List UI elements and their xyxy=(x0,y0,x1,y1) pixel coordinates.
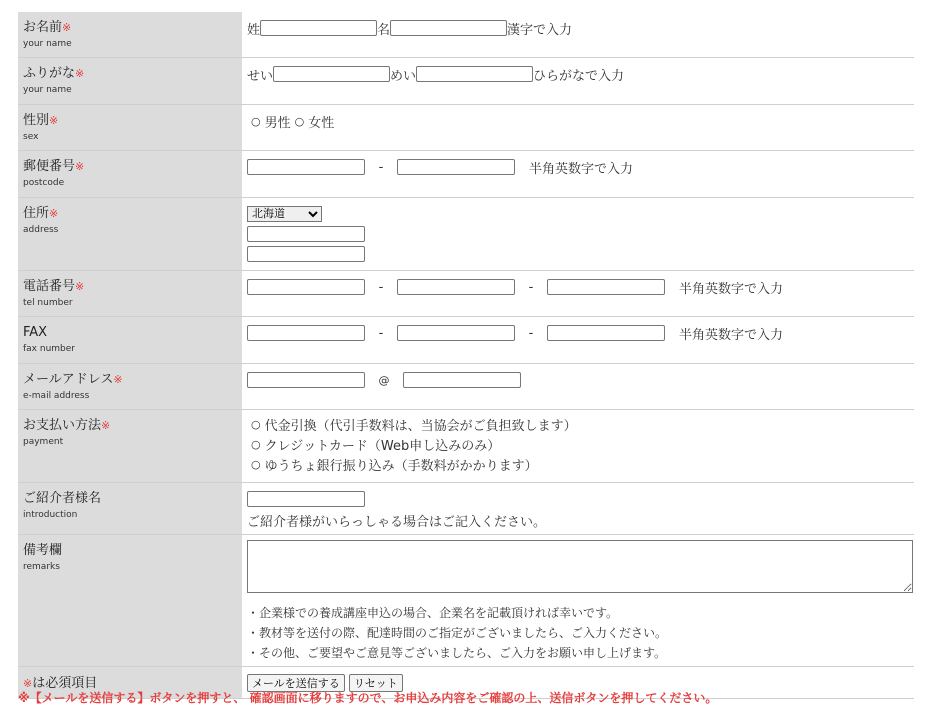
inquiry-form xyxy=(18,12,914,699)
label-email-en: e-mail address xyxy=(23,391,90,401)
row-kana xyxy=(18,58,914,105)
at-sign: @ xyxy=(378,373,390,387)
tel-note: 半角英数字で入力 xyxy=(679,281,784,297)
kana-note: ひらがなで入力 xyxy=(533,68,625,84)
address-input-2[interactable] xyxy=(247,246,365,262)
remarks-note-3: ・その他、ご要望やご意見等ございましたら、ご入力をお願い申し上げます。 xyxy=(247,646,667,660)
row-remarks xyxy=(18,535,914,667)
label-remarks-en: remarks xyxy=(23,562,60,572)
sei-kana-label: せい xyxy=(247,68,274,84)
required-mark: ※ xyxy=(75,67,85,80)
postcode-note: 半角英数字で入力 xyxy=(529,161,634,177)
radio-bank-transfer[interactable]: ○ xyxy=(251,457,261,471)
postcode-separator: - xyxy=(378,159,384,175)
remarks-textarea[interactable] xyxy=(247,540,913,593)
tel-input-2[interactable] xyxy=(397,279,515,295)
email-domain-input[interactable] xyxy=(403,372,521,388)
required-mark: ※ xyxy=(75,160,85,173)
label-tel: 電話番号 xyxy=(23,279,76,294)
label-email: メールアドレス xyxy=(23,372,114,387)
first-name-input[interactable] xyxy=(390,20,507,36)
label-postcode: 郵便番号 xyxy=(23,159,76,174)
sex-female-label: 女性 xyxy=(308,115,335,131)
required-mark: ※ xyxy=(62,21,72,34)
label-name-en: your name xyxy=(23,39,72,49)
postcode-input-2[interactable] xyxy=(397,159,515,175)
tel-separator: - xyxy=(528,279,534,295)
required-mark: ※ xyxy=(49,207,59,220)
label-kana-en: your name xyxy=(23,85,72,95)
tel-separator: - xyxy=(378,279,384,295)
tel-input-1[interactable] xyxy=(247,279,365,295)
prefecture-select[interactable] xyxy=(247,206,322,222)
last-name-input[interactable] xyxy=(260,20,377,36)
row-name xyxy=(18,12,914,58)
email-local-input[interactable] xyxy=(247,372,365,388)
label-intro-en: introduction xyxy=(23,510,78,520)
payment-option-credit: クレジットカード（Web申し込みのみ） xyxy=(264,438,501,454)
intro-note: ご紹介者様がいらっしゃる場合はご記入ください。 xyxy=(247,515,547,530)
address-input-1[interactable] xyxy=(247,226,365,242)
row-sex xyxy=(18,105,914,151)
radio-credit-card[interactable]: ○ xyxy=(251,437,261,451)
introducer-input[interactable] xyxy=(247,491,365,507)
radio-cod[interactable]: ○ xyxy=(251,417,261,431)
label-sex-en: sex xyxy=(23,132,39,142)
tel-input-3[interactable] xyxy=(547,279,665,295)
sei-label: 姓 xyxy=(247,22,261,38)
payment-option-bank: ゆうちょ銀行振り込み（手数料がかかります） xyxy=(264,458,538,474)
label-sex: 性別 xyxy=(23,113,50,128)
last-name-kana-input[interactable] xyxy=(273,66,390,82)
required-mark: ※ xyxy=(49,114,59,127)
label-cell xyxy=(18,12,242,57)
sex-male-label: 男性 xyxy=(264,115,291,131)
row-fax xyxy=(18,317,914,364)
required-mark: ※ xyxy=(113,373,123,386)
remarks-note-2: ・教材等を送付の際、配達時間のご指定がございましたら、ご入力ください。 xyxy=(247,626,668,640)
send-mail-button[interactable]: メールを送信する xyxy=(247,674,345,692)
fax-separator: - xyxy=(528,325,534,341)
label-payment: お支払い方法 xyxy=(23,418,102,433)
required-mark: ※ xyxy=(75,280,85,293)
row-tel xyxy=(18,271,914,317)
label-fax-en: fax number xyxy=(23,344,75,354)
radio-male[interactable]: ○ xyxy=(251,114,261,128)
label-payment-en: payment xyxy=(23,437,64,447)
payment-option-cod: 代金引換（代引手数料は、当協会がご負担致します） xyxy=(264,418,577,434)
required-note: は必須項目 xyxy=(32,676,98,691)
label-address: 住所 xyxy=(23,206,50,221)
row-introduction xyxy=(18,483,914,535)
row-address xyxy=(18,198,914,271)
label-kana: ふりがな xyxy=(23,66,76,81)
reset-button[interactable]: リセット xyxy=(349,674,403,692)
postcode-input-1[interactable] xyxy=(247,159,365,175)
label-postcode-en: postcode xyxy=(23,178,65,188)
fax-input-2[interactable] xyxy=(397,325,515,341)
fax-separator: - xyxy=(378,325,384,341)
label-address-en: address xyxy=(23,225,59,235)
row-email xyxy=(18,364,914,410)
fax-input-1[interactable] xyxy=(247,325,365,341)
label-fax: FAX xyxy=(23,325,48,340)
radio-female[interactable]: ○ xyxy=(294,114,305,128)
mei-kana-label: めい xyxy=(390,68,417,84)
label-tel-en: tel number xyxy=(23,298,73,308)
fax-note: 半角英数字で入力 xyxy=(679,327,784,343)
label-remarks: 備考欄 xyxy=(23,543,63,558)
mei-label: 名 xyxy=(377,22,391,38)
fax-input-3[interactable] xyxy=(547,325,665,341)
required-mark: ※ xyxy=(23,677,33,690)
name-note: 漢字で入力 xyxy=(507,22,573,38)
row-postcode xyxy=(18,151,914,198)
required-mark: ※ xyxy=(101,419,111,432)
label-name: お名前 xyxy=(23,20,63,35)
label-intro: ご紹介者様名 xyxy=(23,491,102,506)
remarks-note-1: ・企業様での養成講座申込の場合、企業名を記載頂ければ幸いです。 xyxy=(247,606,619,620)
row-payment xyxy=(18,410,914,483)
first-name-kana-input[interactable] xyxy=(416,66,533,82)
submit-warning: ※【メールを送信する】ボタンを押すと、 確認画面に移りますので、お申込み内容をご確認の上、送信ボタンを押してください。 xyxy=(18,691,718,705)
